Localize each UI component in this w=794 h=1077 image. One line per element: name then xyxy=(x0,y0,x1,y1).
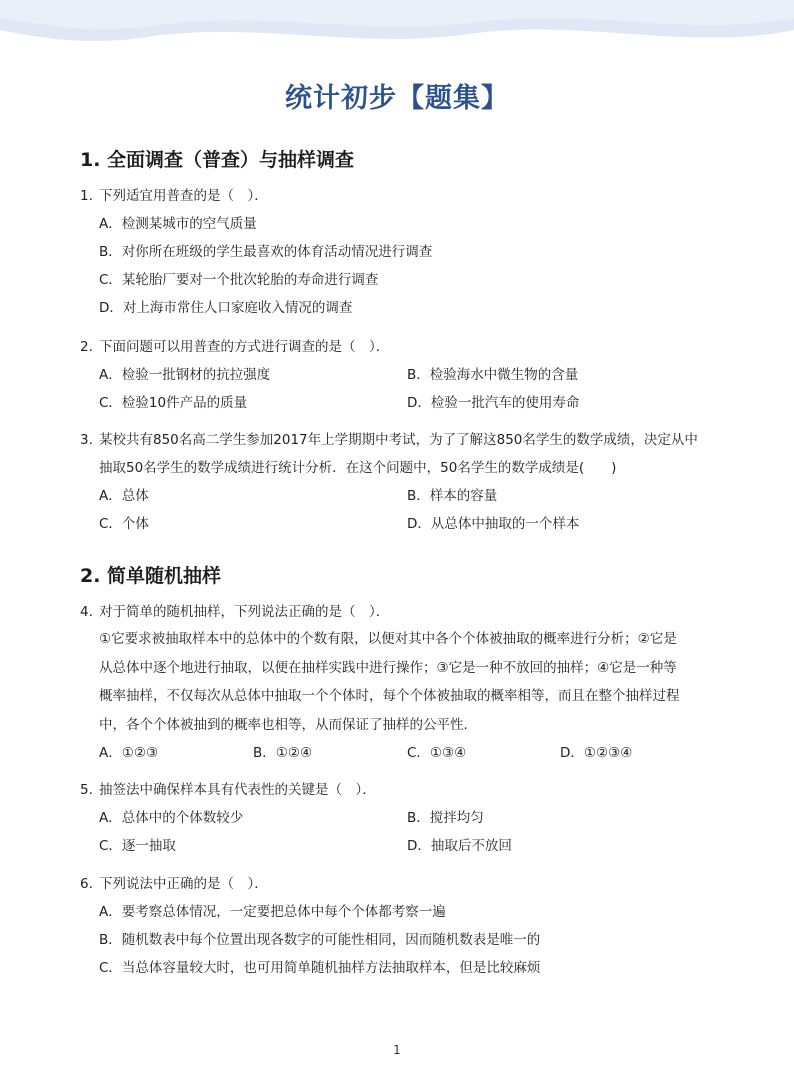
statement-line: 从总体中逐个地进行抽取，以便在抽样实践中进行操作；③它是一种不放回的抽样；④它是一种等 xyxy=(99,659,677,676)
question-number: 4. xyxy=(80,604,93,620)
option-d: D．对上海市常住人口家庭收入情况的调查 xyxy=(99,300,353,316)
statement-line: 概率抽样，不仅每次从总体中抽取一个个体时，每个个体被抽取的概率相等，而且在整个抽样过程 xyxy=(99,688,680,704)
statement-line: 中，各个个体被抽到的概率也相等，从而保证了抽样的公平性． xyxy=(99,716,477,733)
question-stem: 下列适宜用普查的是（ ）． xyxy=(99,188,268,204)
document-title: 统计初步【题集】 xyxy=(285,83,509,114)
question-number: 3. xyxy=(80,432,93,448)
page-number: 1 xyxy=(393,1043,401,1057)
option-a: A．检验一批钢材的抗拉强度 xyxy=(99,367,271,383)
question-stem: 下面问题可以用普查的方式进行调查的是（ ）． xyxy=(99,339,390,355)
statement-line: ①它要求被抽取样本中的总体中的个数有限，以便对其中各个个体被抽取的概率进行分析；②它是 xyxy=(99,631,677,647)
question-stem-line-1: 某校共有850名高二学生参加2017年上学期期中考试，为了了解这850名学生的数学成绩，决定从中 xyxy=(99,432,698,448)
option-d: D．检验一批汽车的使用寿命 xyxy=(407,395,580,411)
option-a: A．检测某城市的空气质量 xyxy=(99,216,257,232)
option-c: C．个体 xyxy=(99,516,149,532)
question-stem: 下列说法中正确的是（ ）． xyxy=(99,876,268,892)
option-c: C．逐一抽取 xyxy=(99,838,176,854)
option-b: B．①②④ xyxy=(253,745,313,761)
option-a: A．要考察总体情况，一定要把总体中每个个体都考察一遍 xyxy=(99,904,446,920)
option-c: C．某轮胎厂要对一个批次轮胎的寿命进行调查 xyxy=(99,272,379,288)
section-heading-2: 2. 简单随机抽样 xyxy=(80,565,222,587)
question-stem: 对于简单的随机抽样，下列说法正确的是（ ）． xyxy=(99,604,390,620)
option-a: A．总体 xyxy=(99,488,149,504)
question-number: 6. xyxy=(80,876,93,892)
option-a: A．①②③ xyxy=(99,745,159,761)
option-b: B．检验海水中微生物的含量 xyxy=(407,367,579,383)
header-wave-decoration xyxy=(0,0,794,60)
option-b: B．对你所在班级的学生最喜欢的体育活动情况进行调查 xyxy=(99,244,433,260)
question-stem-line-2: 抽取50名学生的数学成绩进行统计分析．在这个问题中，50名学生的数学成绩是( ) xyxy=(99,460,617,476)
question-number: 2. xyxy=(80,339,93,355)
option-c: C．①③④ xyxy=(407,745,467,761)
question-4-statements xyxy=(99,625,709,739)
option-b: B．样本的容量 xyxy=(407,488,498,504)
option-d: D．从总体中抽取的一个样本 xyxy=(407,516,580,532)
option-b: B．随机数表中每个位置出现各数字的可能性相同，因而随机数表是唯一的 xyxy=(99,932,541,948)
option-d: D．①②③④ xyxy=(560,745,633,761)
option-d: D．抽取后不放回 xyxy=(407,838,512,854)
option-a: A．总体中的个体数较少 xyxy=(99,810,244,826)
section-heading-1: 1. 全面调查（普查）与抽样调查 xyxy=(80,149,355,171)
question-number: 1. xyxy=(80,188,93,204)
option-c: C．检验10件产品的质量 xyxy=(99,395,248,411)
option-c: C．当总体容量较大时，也可用简单随机抽样方法抽取样本，但是比较麻烦 xyxy=(99,960,541,976)
question-stem: 抽签法中确保样本具有代表性的关键是（ ）． xyxy=(99,782,376,798)
question-number: 5. xyxy=(80,782,93,798)
option-b: B．搅拌均匀 xyxy=(407,810,484,826)
